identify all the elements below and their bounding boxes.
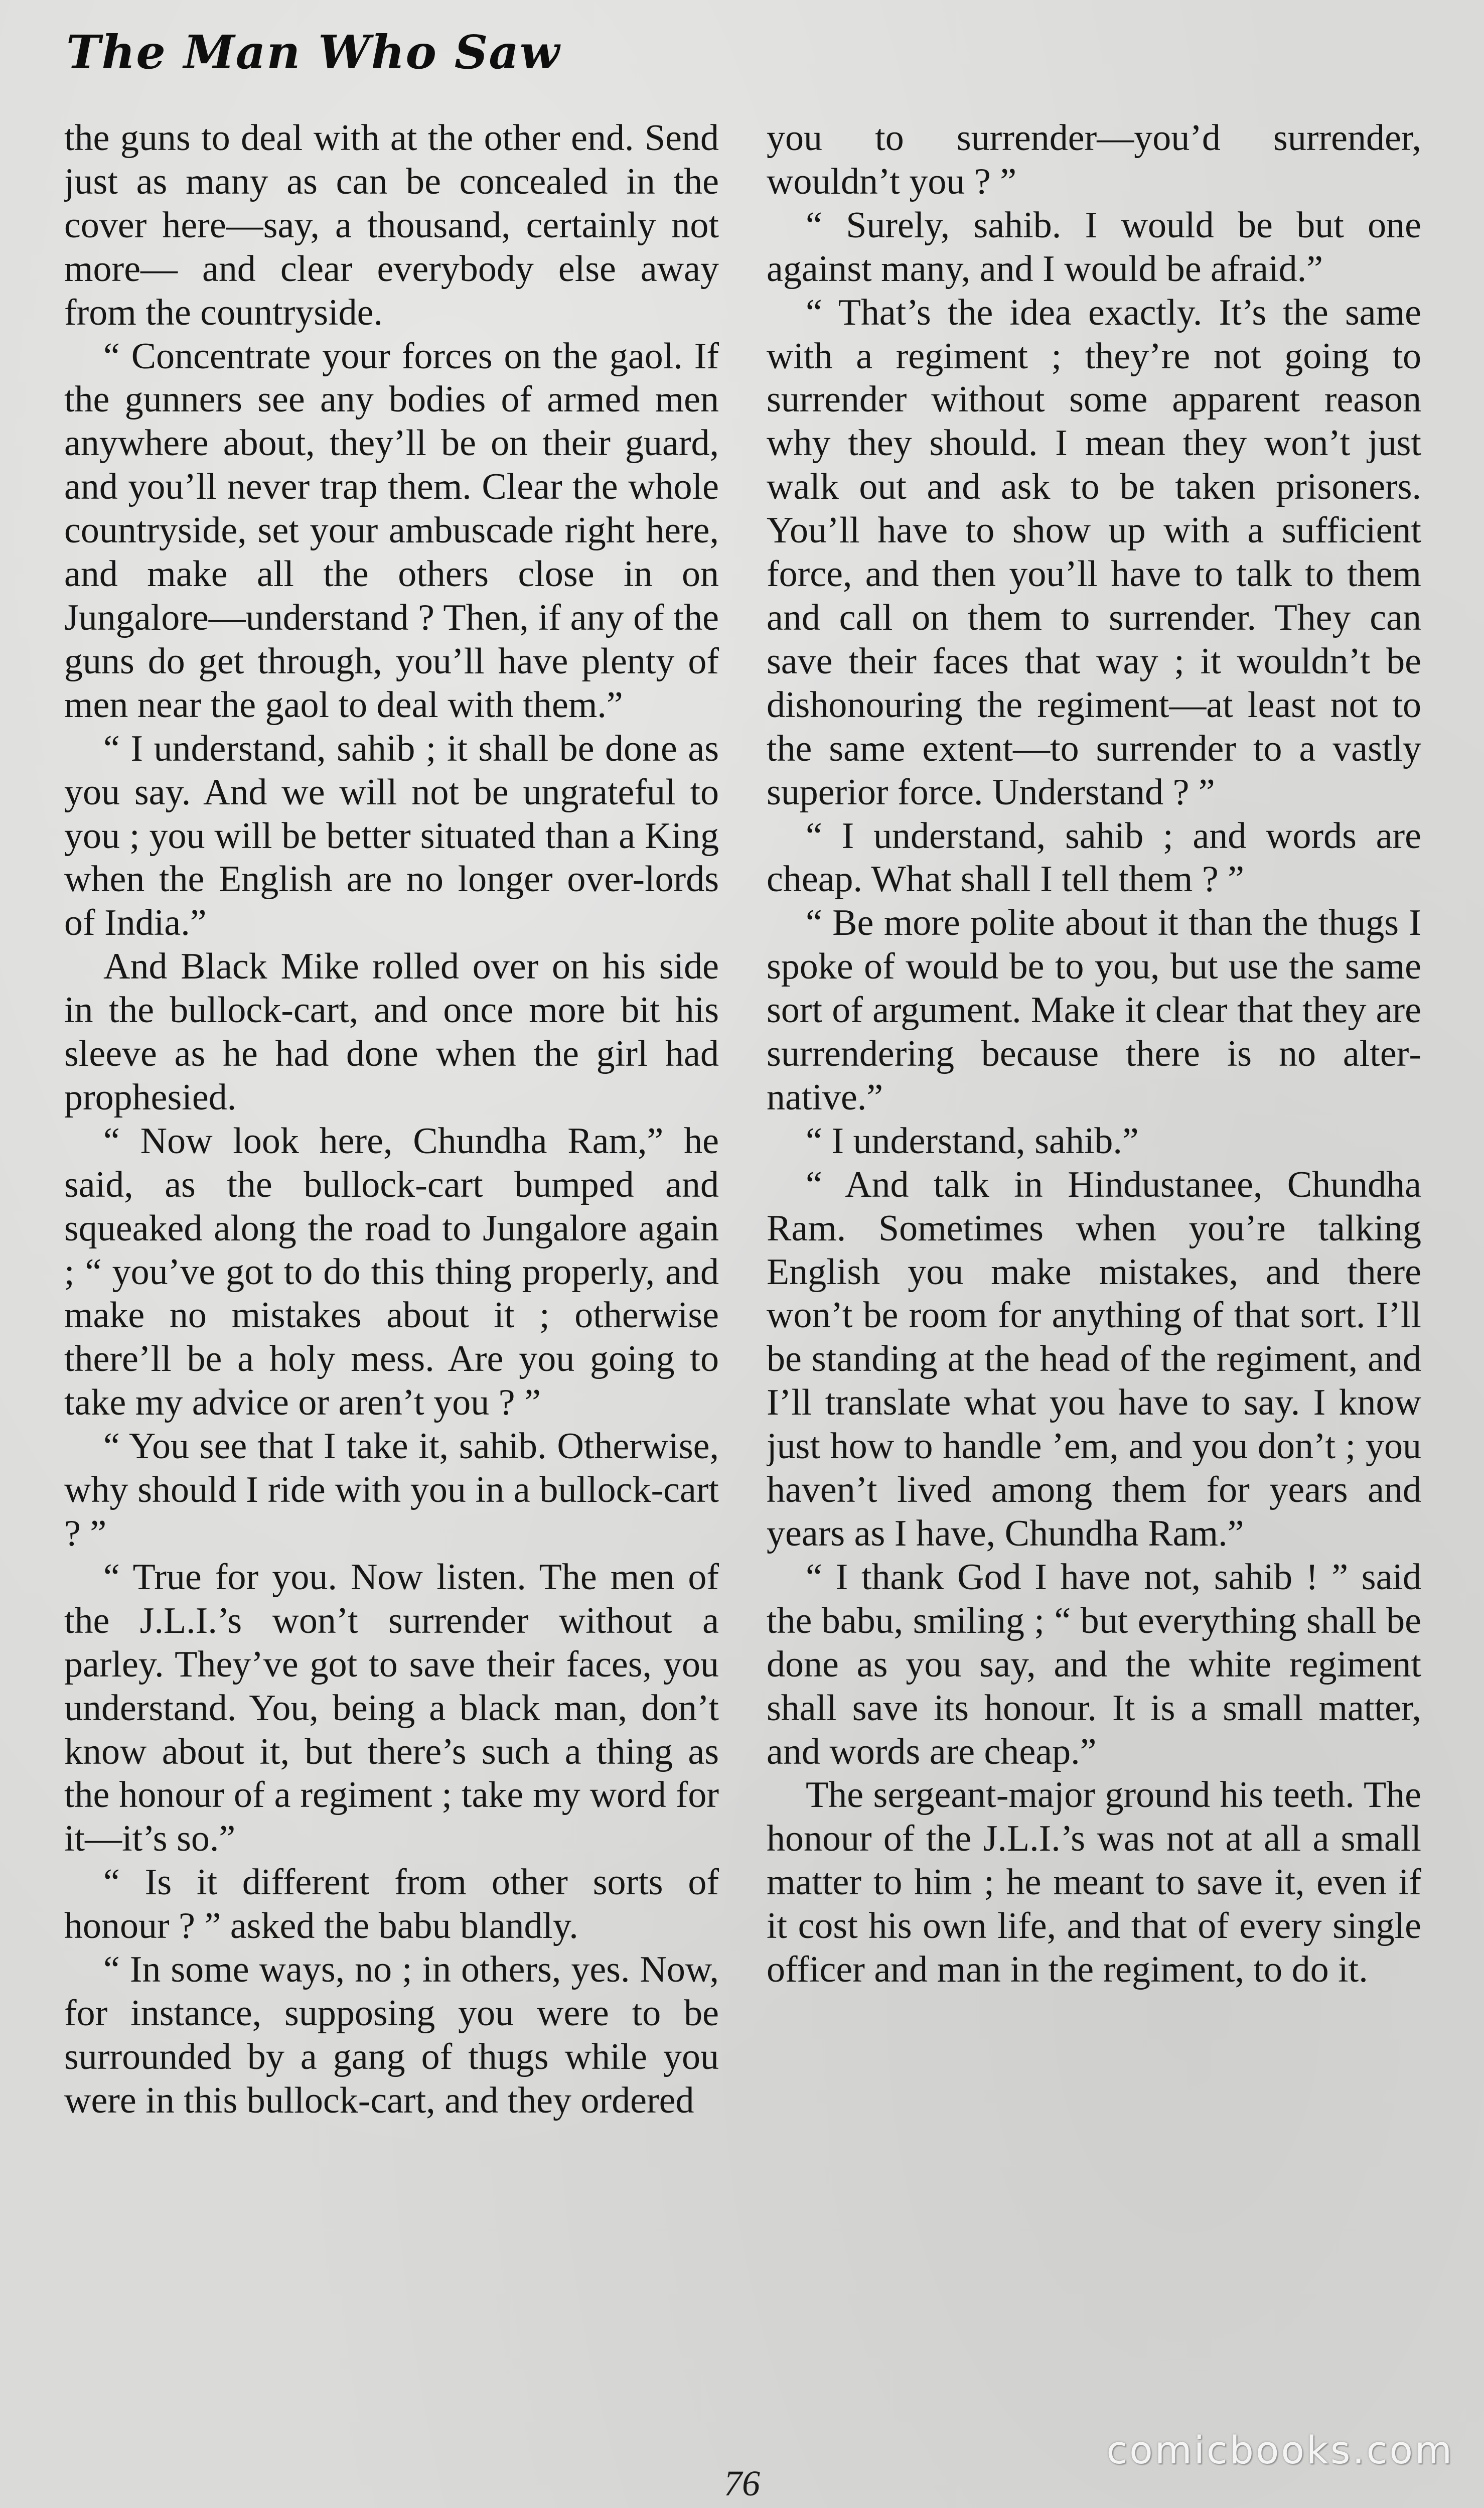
paragraph: “ I thank God I have not, sahib ! ” said the babu, smiling ; “ but everything shall be done as you say, and the white regiment shall save its honour. It is a small matter, and words are cheap.” xyxy=(767,1556,1421,1772)
left-column xyxy=(64,116,719,2417)
paragraph: “ I understand, sahib ; it shall be done as you say. And we will not be ungrateful to you ; you will be better situated than a King when the English are no longer over-lords of India.” xyxy=(64,728,719,944)
paragraph: “ That’s the idea exactly. It’s the same with a regiment ; they’re not going to surrender without some apparent reason why they should. I mean they won’t just walk out and ask to be taken prisoners. You’ll have to show up with a sufficient force, and then you’ll have to talk to them and call on them to surrender. They can save their faces that way ; it wouldn’t be dishonouring the regiment—at least not to the same extent—to surrender to a vastly superior force. Understand ? ” xyxy=(767,292,1421,813)
paragraph: And Black Mike rolled over on his side in the bullock-cart, and once more bit his sleeve as he had done when the girl had prophesied. xyxy=(64,946,719,1118)
paragraph: “ I understand, sahib.” xyxy=(806,1120,1139,1162)
paragraph: “ You see that I take it, sahib. Otherwise, why should I ride with you in a bullock-cart ? ” xyxy=(64,1426,719,1554)
paragraph: “ Surely, sahib. I would be but one against many, and I would be afraid.” xyxy=(767,204,1421,290)
site-watermark: comicbooks.com xyxy=(1106,2428,1454,2472)
paragraph: “ Now look here, Chundha Ram,” he said, as the bullock-cart bumped and squeaked along the road to Jungalore again ; “ you’ve got to do this thing properly, and make no mistakes about it ; otherwise there’ll be a holy mess. Are you going to take my advice or aren’t you ? ” xyxy=(64,1120,719,1424)
paragraph: “ Is it different from other sorts of honour ? ” asked the babu blandly. xyxy=(64,1862,719,1947)
page-number: 76 xyxy=(724,2463,760,2503)
paragraph: “ And talk in Hindustanee, Chundha Ram. Sometimes when you’re talking English you make mistakes, and there won’t be room for anything of that sort. I’ll be standing at the head of the regiment, and I’ll translate what you have to say. I know just how to handle ’em, and you don’t ; you haven’t lived among them for years and years as I have, Chundha Ram.” xyxy=(767,1164,1421,1554)
paragraph: “ True for you. Now listen. The men of the J.L.I.’s won’t surrender without a parley. They’ve got to save their faces, you understand. You, being a black man, don’t know about it, but there’s such a thing as the honour of a regiment ; take my word for it—it’s so.” xyxy=(64,1556,719,1860)
running-head: The Man Who Saw xyxy=(66,25,561,79)
paragraph: The sergeant-major ground his teeth. The honour of the J.L.I.’s was not at all a small matter to him ; he meant to save it, even if it cost his own life, and that of every single officer and man in the regiment, to do it. xyxy=(767,1774,1421,1991)
paragraph: you to surrender—you’d surrender, wouldn’t you ? ” xyxy=(767,117,1421,202)
right-column xyxy=(767,116,1421,2417)
paragraph: “ Be more polite about it than the thugs I spoke of would be to you, but use the same sort of argument. Make it clear that they are surrendering because there is no alternative.” xyxy=(767,902,1421,1118)
paragraph: “ Concentrate your forces on the gaol. If the gunners see any bodies of armed men anywhere about, they’ll be on their guard, and you’ll never trap them. Clear the whole countryside, set your ambuscade right here, and make all the others close in on Jungalore—understand ? Then, if any of the guns do get through, you’ll have plenty of men near the gaol to deal with them.” xyxy=(64,335,719,726)
paragraph: “ In some ways, no ; in others, yes. Now, for instance, supposing you were to be surrounded by a gang of thugs while you were in this bullock-cart, and they ordered xyxy=(64,1949,719,2121)
paragraph: the guns to deal with at the other end. Send just as many as can be concealed in the cover here—say, a thousand, certainly not more— and clear everybody else away from the countryside. xyxy=(64,117,719,333)
paragraph: “ I understand, sahib ; and words are cheap. What shall I tell them ? ” xyxy=(767,815,1421,900)
